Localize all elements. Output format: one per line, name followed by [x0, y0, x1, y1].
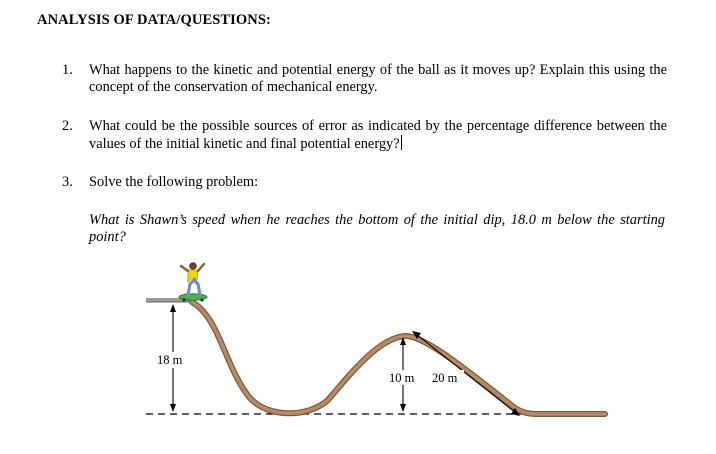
question-text[interactable]: [89, 118, 667, 153]
question-text: What happens to the kinetic and potential energy of the ball as it moves up? Explain this using the concept of the conservation of mechanical energy.: [89, 62, 667, 95]
question-2: [62, 118, 672, 152]
problem-statement: What is Shawn’s speed when he reaches the bottom of the initial dip, 18.0 m below the starting point?: [89, 212, 665, 245]
slope-length-label: 20 m: [432, 371, 458, 385]
question-number: 1.: [62, 62, 73, 78]
question-text-content: What could be the possible sources of error as indicated by the percentage difference between the values of the initial kinetic and final potential energy?: [89, 118, 667, 152]
drop-height-label: 18 m: [157, 353, 183, 367]
skate-ramp-figure: [140, 258, 610, 428]
text-cursor: [401, 135, 402, 150]
section-heading: ANALYSIS OF DATA/QUESTIONS:: [37, 12, 271, 28]
hill-height-label: 10 m: [389, 371, 415, 385]
question-number: 3.: [62, 174, 73, 190]
ramp-track: [192, 302, 605, 414]
question-3: [62, 174, 672, 191]
question-number: 2.: [62, 118, 73, 134]
question-text: Solve the following problem:: [89, 174, 259, 190]
question-1: [62, 62, 672, 96]
skateboarder-figure: [179, 262, 207, 301]
